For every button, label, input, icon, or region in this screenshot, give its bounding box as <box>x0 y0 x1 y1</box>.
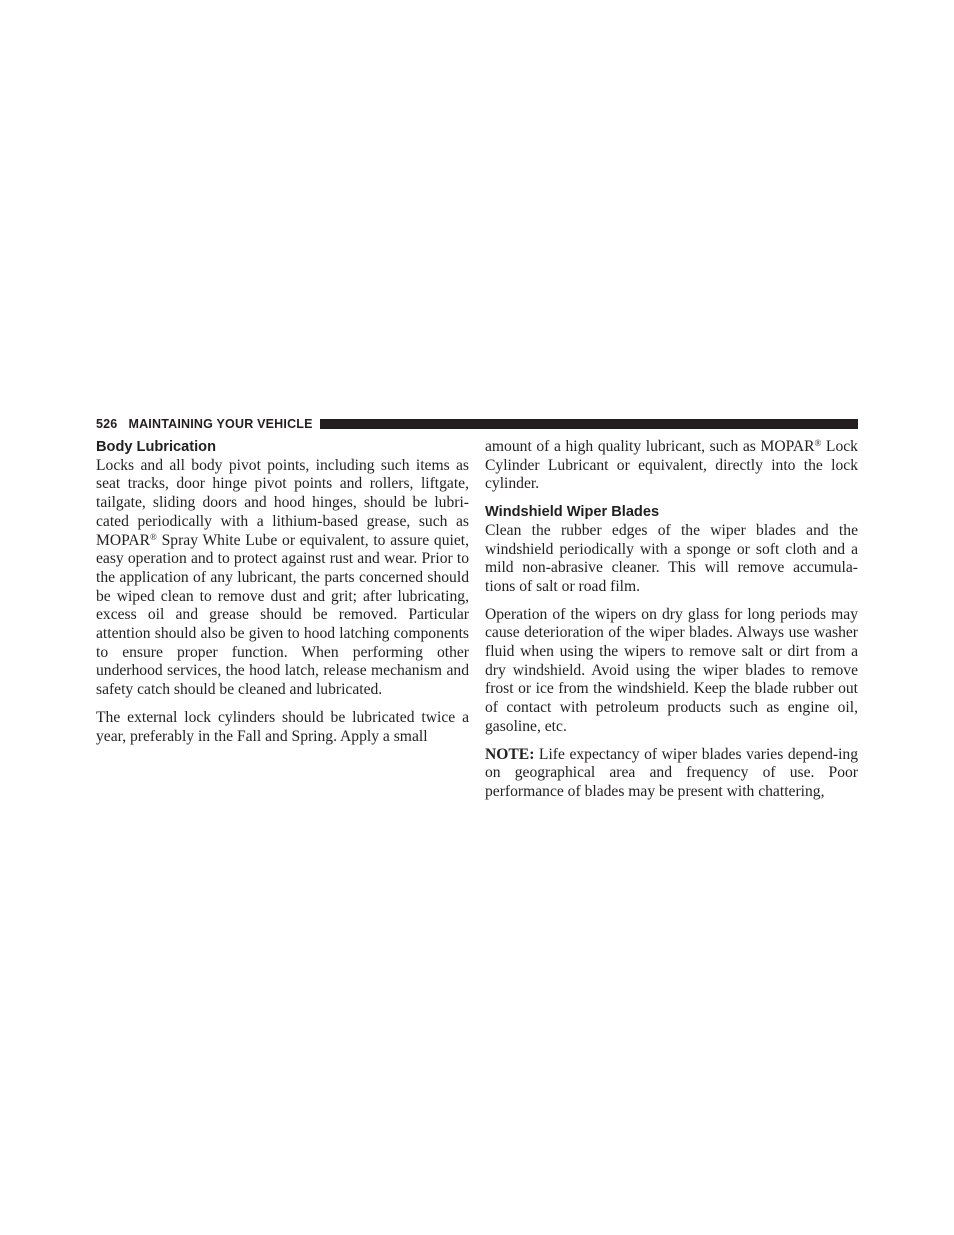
registered-mark: ® <box>814 438 822 448</box>
wiper-blades-paragraph-2: Operation of the wipers on dry glass for long periods may cause deterioration of the wiper blades. Always use washer fluid when using the wipers to remove salt or dirt from a dry windshield. Avoid using the wiper blades to remove frost or ice from the windshield. Keep the blade rubber out of contact with petroleum products such as engine oil, gasoline, etc. <box>485 605 858 735</box>
note-label: NOTE: <box>485 745 535 763</box>
body-lubrication-heading: Body Lubrication <box>96 439 216 455</box>
registered-mark: ® <box>150 531 157 542</box>
continuation-text-b: Lock Cylinder Lubricant or equivalent, directly into the lock cylinder. <box>485 438 858 493</box>
paragraph-text-b: Spray White Lube or equivalent, to assure quiet, easy operation and to protect against rust and wear. Prior to the application of any lubricant, the parts concerned should be wiped clean to remove dust and grit; after lubricating, excess oil and grease should be removed. Particular attention should also be given to hood latching components to ensure proper function. When performing other underhood services, the hood latch, release mechanism and safety catch should be cleaned and lubricated. <box>96 531 469 699</box>
body-lubrication-paragraph-2: The external lock cylinders should be lubricated twice a year, preferably in the Fall and Spring. Apply a small <box>96 708 469 745</box>
page-number: 526 <box>96 417 118 431</box>
wiper-blades-note <box>485 746 858 802</box>
wiper-blades-paragraph-1: Clean the rubber edges of the wiper blades and the windshield periodically with a sponge or soft cloth and a mild non-abrasive cleaner. This will remove accumula-tions of salt or road film. <box>485 521 858 595</box>
lock-cylinder-continuation <box>485 438 858 494</box>
wiper-blades-heading: Windshield Wiper Blades <box>485 504 660 521</box>
left-column <box>96 438 469 755</box>
section-title: MAINTAINING YOUR VEHICLE <box>128 417 313 431</box>
note-text: Life expectancy of wiper blades varies depend-ing on geographical area and frequency of use. Poor performance of blades may be present with chattering, <box>485 745 858 800</box>
body-lubrication-paragraph-1 <box>96 457 469 700</box>
right-column <box>485 438 858 811</box>
paragraph-text-a: Locks and all body pivot points, including such items as seat tracks, door hinge pivot points and rollers, liftgate, tailgate, sliding doors and hood hinges, should be lubri-cated periodically with a lithium-based grease, such as MOPAR <box>96 456 469 549</box>
continuation-text-a: amount of a high quality lubricant, such as MOPAR <box>485 438 815 455</box>
header-rule <box>320 419 858 429</box>
page-header <box>96 416 858 432</box>
